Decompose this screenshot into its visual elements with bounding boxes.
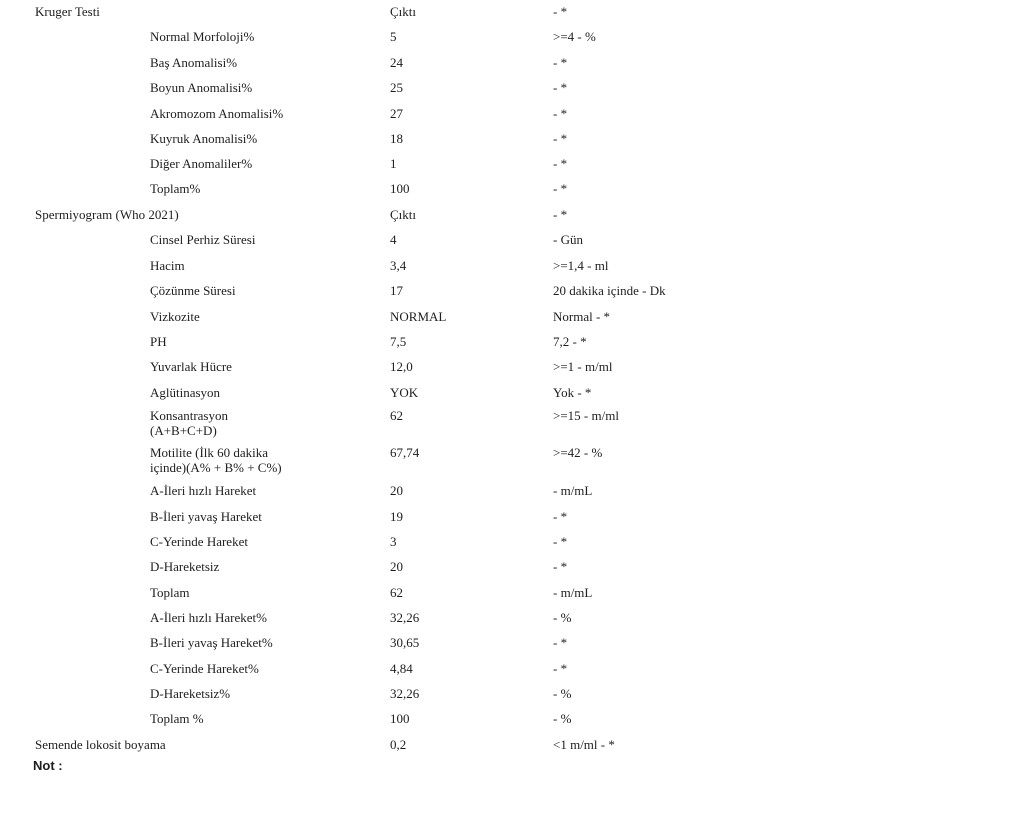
- result-value: YOK: [390, 385, 419, 400]
- reference-range: - *: [553, 80, 568, 95]
- reference-range: - *: [553, 55, 568, 70]
- section-name: [35, 4, 100, 19]
- parameter-name-line: Spermiyogram (Who 2021): [35, 207, 179, 222]
- result-value: 27: [390, 106, 403, 121]
- reference-range: - *: [553, 156, 568, 171]
- result-value: 19: [390, 509, 403, 524]
- parameter-name: [150, 131, 257, 146]
- table-row: [0, 334, 1024, 356]
- parameter-name-line: C-Yerinde Hareket%: [150, 661, 259, 676]
- reference-range: - *: [553, 106, 568, 121]
- parameter-name: [150, 334, 167, 349]
- parameter-name: [150, 309, 200, 324]
- parameter-name-line-2: içinde)(A% + B% + C%): [150, 460, 282, 475]
- parameter-name: [150, 559, 219, 574]
- parameter-name-line: D-Hareketsiz%: [150, 686, 231, 701]
- parameter-name-line: Baş Anomalisi%: [150, 55, 238, 70]
- table-row: [0, 610, 1024, 632]
- parameter-name-line: Çözünme Süresi: [150, 283, 236, 298]
- parameter-name: [150, 359, 232, 374]
- result-value: 3: [390, 534, 397, 549]
- result-value: 4,84: [390, 661, 413, 676]
- parameter-name-line: C-Yerinde Hareket: [150, 534, 248, 549]
- reference-range: - *: [553, 534, 568, 549]
- result-value: Çıktı: [390, 4, 417, 19]
- table-row: [0, 359, 1024, 381]
- parameter-name-line-2: (A+B+C+D): [150, 423, 217, 438]
- table-row: [0, 635, 1024, 657]
- parameter-name: [150, 181, 200, 196]
- reference-range: <1 m/ml - *: [553, 737, 615, 752]
- table-row: [0, 207, 1024, 229]
- reference-range: - *: [553, 207, 568, 222]
- parameter-name-line: Aglütinasyon: [150, 385, 221, 400]
- parameter-name: [150, 232, 255, 247]
- table-row: [0, 181, 1024, 203]
- result-value: 30,65: [390, 635, 420, 650]
- table-row: [0, 711, 1024, 733]
- parameter-name-line: Toplam: [150, 585, 190, 600]
- result-value: NORMAL: [390, 309, 447, 324]
- parameter-name: [150, 258, 185, 273]
- result-value: 62: [390, 408, 403, 423]
- result-value: 1: [390, 156, 397, 171]
- parameter-name: [150, 635, 273, 650]
- note-label: Not :: [33, 758, 63, 773]
- parameter-name-line: Kuyruk Anomalisi%: [150, 131, 258, 146]
- parameter-name: [150, 106, 283, 121]
- reference-range: Yok - *: [553, 385, 592, 400]
- table-row: [0, 156, 1024, 178]
- reference-range: >=1,4 - ml: [553, 258, 609, 273]
- result-value: 32,26: [390, 686, 420, 701]
- reference-range: - *: [553, 661, 568, 676]
- parameter-name-line: Diğer Anomaliler%: [150, 156, 253, 171]
- parameter-name: [150, 156, 252, 171]
- reference-range: - %: [553, 610, 572, 625]
- parameter-name-line: Normal Morfoloji%: [150, 29, 255, 44]
- parameter-name: [150, 661, 259, 676]
- parameter-name-line: B-İleri yavaş Hareket: [150, 509, 262, 524]
- parameter-name-line: Kruger Testi: [35, 4, 100, 19]
- parameter-name-line: B-İleri yavaş Hareket%: [150, 635, 273, 650]
- reference-range: - %: [553, 711, 572, 726]
- reference-range: - m/mL: [553, 483, 593, 498]
- table-row: [0, 106, 1024, 128]
- reference-range: >=42 - %: [553, 445, 603, 460]
- parameter-name-line: Toplam%: [150, 181, 201, 196]
- table-row: [0, 559, 1024, 581]
- parameter-name-line: Toplam %: [150, 711, 204, 726]
- result-value: 18: [390, 131, 403, 146]
- parameter-name-line: A-İleri hızlı Hareket%: [150, 610, 267, 625]
- parameter-name: [150, 385, 220, 400]
- section-name: [35, 737, 166, 752]
- parameter-name-line: PH: [150, 334, 167, 349]
- parameter-name-line: Cinsel Perhiz Süresi: [150, 232, 256, 247]
- parameter-name-line: Semende lokosit boyama: [35, 737, 166, 752]
- parameter-name: [150, 445, 282, 475]
- reference-range: >=4 - %: [553, 29, 596, 44]
- reference-range: >=15 - m/ml: [553, 408, 619, 423]
- table-row: [0, 55, 1024, 77]
- section-name: [35, 207, 179, 222]
- result-value: 17: [390, 283, 403, 298]
- table-row: [0, 80, 1024, 102]
- parameter-name: [150, 610, 267, 625]
- result-value: 0,2: [390, 737, 407, 752]
- result-value: 62: [390, 585, 403, 600]
- result-value: 3,4: [390, 258, 407, 273]
- parameter-name: [150, 686, 230, 701]
- result-value: 12,0: [390, 359, 413, 374]
- result-value: 32,26: [390, 610, 420, 625]
- parameter-name-line: Konsantrasyon: [150, 408, 228, 423]
- parameter-name: [150, 509, 262, 524]
- table-row: [0, 408, 1024, 438]
- result-value: 100: [390, 181, 410, 196]
- reference-range: - *: [553, 4, 568, 19]
- parameter-name: [150, 408, 228, 438]
- reference-range: - *: [553, 559, 568, 574]
- parameter-name-line: Yuvarlak Hücre: [150, 359, 232, 374]
- parameter-name-line: D-Hareketsiz: [150, 559, 220, 574]
- table-row: [0, 232, 1024, 254]
- table-row: [0, 661, 1024, 683]
- parameter-name: [150, 29, 254, 44]
- result-value: 67,74: [390, 445, 420, 460]
- table-row: [0, 737, 1024, 759]
- table-row: [0, 509, 1024, 531]
- parameter-name: [150, 283, 236, 298]
- table-row: [0, 686, 1024, 708]
- parameter-name: [150, 711, 204, 726]
- table-row: [0, 385, 1024, 407]
- result-value: 100: [390, 711, 410, 726]
- reference-range: 7,2 - *: [553, 334, 587, 349]
- reference-range: - %: [553, 686, 572, 701]
- result-value: 20: [390, 559, 403, 574]
- parameter-name: [150, 80, 252, 95]
- table-row: [0, 4, 1024, 26]
- table-row: [0, 585, 1024, 607]
- result-value: 7,5: [390, 334, 407, 349]
- reference-range: >=1 - m/ml: [553, 359, 613, 374]
- table-row: [0, 309, 1024, 331]
- parameter-name: [150, 483, 256, 498]
- reference-range: - Gün: [553, 232, 583, 247]
- result-value: 25: [390, 80, 403, 95]
- reference-range: 20 dakika içinde - Dk: [553, 283, 666, 298]
- reference-range: - *: [553, 131, 568, 146]
- result-value: 24: [390, 55, 403, 70]
- reference-range: - *: [553, 181, 568, 196]
- table-row: [0, 483, 1024, 505]
- table-row: [0, 283, 1024, 305]
- table-row: [0, 131, 1024, 153]
- parameter-name-line: A-İleri hızlı Hareket: [150, 483, 257, 498]
- reference-range: - m/mL: [553, 585, 593, 600]
- reference-range: - *: [553, 635, 568, 650]
- result-value: 20: [390, 483, 403, 498]
- parameter-name: [150, 534, 248, 549]
- table-row: [0, 29, 1024, 51]
- result-value: 4: [390, 232, 397, 247]
- parameter-name: [150, 55, 237, 70]
- parameter-name: [150, 585, 190, 600]
- table-row: [0, 534, 1024, 556]
- reference-range: - *: [553, 509, 568, 524]
- result-value: 5: [390, 29, 397, 44]
- parameter-name-line: Vizkozite: [150, 309, 200, 324]
- reference-range: Normal - *: [553, 309, 611, 324]
- parameter-name-line: Hacim: [150, 258, 185, 273]
- table-row: [0, 445, 1024, 475]
- parameter-name-line: Boyun Anomalisi%: [150, 80, 253, 95]
- result-value: Çıktı: [390, 207, 417, 222]
- table-row: [0, 258, 1024, 280]
- parameter-name-line: Motilite (İlk 60 dakika: [150, 445, 269, 460]
- parameter-name-line: Akromozom Anomalisi%: [150, 106, 284, 121]
